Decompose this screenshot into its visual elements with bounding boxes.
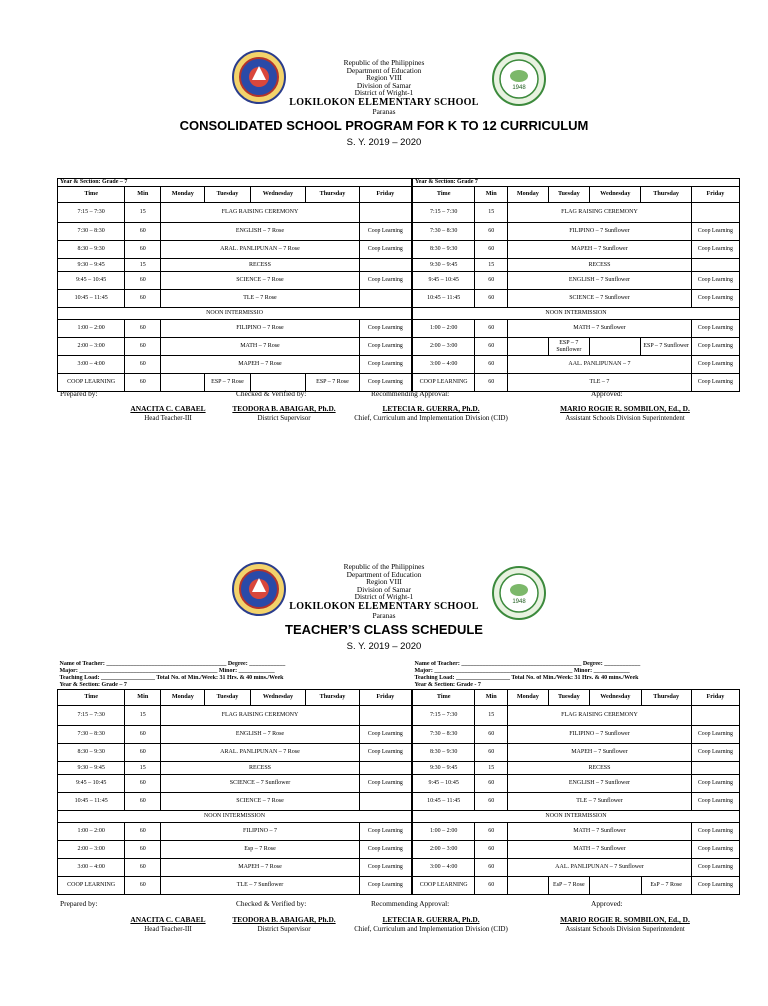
- schedule-row: [58, 811, 412, 823]
- friday-cell: [359, 793, 411, 811]
- subject-cell: TLE – 7 Sunflower: [508, 793, 692, 811]
- thursday-cell: ESP – 7 Rose: [306, 374, 359, 392]
- schedule-row: [413, 793, 740, 811]
- friday-cell: Coop Learning: [359, 356, 411, 374]
- column-header: Tuesday: [548, 187, 590, 203]
- minutes-cell: 60: [475, 793, 508, 811]
- schedule-row: [413, 823, 740, 841]
- teacher-schedule-table-left: [57, 661, 412, 895]
- friday-cell: Coop Learning: [359, 841, 411, 859]
- header2-line-4: Division of Samar: [356, 584, 412, 594]
- teacher-info-line: Name of Teacher: ________________________________________ Degree: ____________: [59, 661, 286, 667]
- time-cell: 1:00 – 2:00: [413, 320, 475, 338]
- schedule-row: [413, 811, 740, 823]
- friday-cell: Coop Learning: [359, 338, 411, 356]
- subject-cell: SCIENCE – 7 Sunflower: [508, 290, 692, 308]
- minutes-cell: 60: [125, 272, 161, 290]
- year-section-label: Year & Section: Grade – 7: [58, 179, 412, 187]
- column-header: Tuesday: [548, 690, 590, 706]
- subject-cell: RECESS: [508, 762, 692, 775]
- minutes-cell: 60: [475, 374, 508, 392]
- minutes-cell: 60: [475, 338, 508, 356]
- subject-cell: ARAL. PANLIPUNAN – 7 Rose: [161, 241, 359, 259]
- school-year: S. Y. 2019 – 2020: [346, 136, 422, 148]
- time-cell: 9:30 – 9:45: [58, 762, 125, 775]
- friday-cell: Coop Learning: [359, 744, 411, 762]
- minutes-cell: 60: [125, 823, 161, 841]
- minutes-cell: 60: [125, 793, 161, 811]
- minutes-cell: 60: [475, 823, 508, 841]
- minutes-cell: 60: [475, 241, 508, 259]
- subject-cell: AAL. PANLIPUNAN – 7 Sunflower: [508, 859, 692, 877]
- time-cell: 9:45 – 10:45: [413, 775, 475, 793]
- wednesday-cell: [590, 877, 641, 895]
- time-cell: 10:45 – 11:45: [58, 290, 125, 308]
- schedule-row: [58, 775, 412, 793]
- schedule-row: [413, 775, 740, 793]
- subject-cell: MAPEH – 7 Sunflower: [508, 241, 692, 259]
- approved-label-2: Approved:: [591, 899, 623, 908]
- subject-cell: FILIPINO – 7 Sunflower: [508, 223, 692, 241]
- signatory2-1: ANACITA C. CABAEL Head Teacher-III: [130, 915, 206, 933]
- time-cell: 8:30 – 9:30: [413, 744, 475, 762]
- time-cell: 7:15 – 7:30: [58, 706, 125, 726]
- approved-label: Approved:: [591, 389, 623, 398]
- subject-cell: FLAG RAISING CEREMONY: [161, 203, 359, 223]
- minutes-cell: 15: [475, 259, 508, 272]
- column-header: Monday: [161, 690, 205, 706]
- minutes-cell: 60: [475, 859, 508, 877]
- time-cell: 9:30 – 9:45: [413, 259, 475, 272]
- column-header: Tuesday: [205, 690, 250, 706]
- column-header: Tuesday: [205, 187, 250, 203]
- minutes-cell: 15: [475, 203, 508, 223]
- minutes-cell: 60: [475, 744, 508, 762]
- subject-cell: ENGLISH – 7 Rose: [161, 726, 359, 744]
- teacher-schedule-table-right: [412, 661, 740, 895]
- schedule-row: [413, 877, 740, 895]
- subject-cell: MAPEH – 7 Rose: [161, 859, 359, 877]
- friday-cell: Coop Learning: [691, 338, 739, 356]
- column-header: Time: [58, 187, 125, 203]
- time-cell: 9:45 – 10:45: [58, 775, 125, 793]
- minutes-cell: 60: [125, 877, 161, 895]
- header-line-4: Division of Samar: [356, 80, 412, 90]
- time-cell: 1:00 – 2:00: [58, 320, 125, 338]
- time-cell: 9:30 – 9:45: [413, 762, 475, 775]
- time-cell: COOP LEARNING: [413, 374, 475, 392]
- prepared-by-label-2: Prepared by:: [60, 899, 98, 908]
- time-cell: 3:00 – 4:00: [58, 356, 125, 374]
- time-cell: 8:30 – 9:30: [413, 241, 475, 259]
- minutes-cell: 60: [475, 841, 508, 859]
- minutes-cell: 15: [125, 203, 161, 223]
- minutes-cell: 60: [475, 320, 508, 338]
- subject-cell: RECESS: [161, 762, 359, 775]
- teacher-info-line: Major: ______________________________________________ Minor: ____________: [414, 668, 630, 674]
- signatory2-2: TEODORA B. ABAIGAR, Ph.D. District Supervisor: [232, 915, 336, 933]
- subject-cell: MATH – 7 Sunflower: [508, 823, 692, 841]
- header2-line-5: District of Wright-1: [354, 592, 414, 602]
- time-cell: 2:00 – 3:00: [58, 338, 125, 356]
- subject-cell: FILIPINO – 7 Sunflower: [508, 726, 692, 744]
- minutes-cell: 15: [125, 259, 161, 272]
- friday-cell: Coop Learning: [691, 793, 739, 811]
- subject-cell: MAPEH – 7 Sunflower: [508, 744, 692, 762]
- time-cell: 7:30 – 8:30: [58, 726, 125, 744]
- column-header: Min: [475, 690, 508, 706]
- school-year-2: S. Y. 2019 – 2020: [346, 640, 422, 652]
- minutes-cell: 60: [125, 841, 161, 859]
- column-header: Time: [413, 187, 475, 203]
- schedule-row: [58, 823, 412, 841]
- subject-cell: SCIENCE – 7 Rose: [161, 272, 359, 290]
- subject-cell: RECESS: [161, 259, 359, 272]
- subject-cell: ENGLISH – 7 Rose: [161, 223, 359, 241]
- header2-line-2: Department of Education: [346, 569, 422, 579]
- minutes-cell: 60: [125, 726, 161, 744]
- time-cell: 10:45 – 11:45: [58, 793, 125, 811]
- column-header: Thursday: [641, 690, 691, 706]
- schedule-row: [58, 877, 412, 895]
- minutes-cell: 60: [125, 744, 161, 762]
- teacher-info-line: Year & Section: Grade - 7: [414, 682, 481, 688]
- prepared-by-label: Prepared by:: [60, 389, 98, 398]
- schedule-row: [413, 706, 740, 726]
- friday-cell: Coop Learning: [359, 775, 411, 793]
- signatory-4: MARIO ROGIE R. SOMBILON, Ed., D. Assistant Schools Division Superintendent: [560, 404, 690, 422]
- column-header: Friday: [359, 690, 411, 706]
- schedule-row: [58, 793, 412, 811]
- time-cell: 10:45 – 11:45: [413, 290, 475, 308]
- header-line-1: Republic of the Philippines: [343, 58, 425, 67]
- friday-cell: Coop Learning: [359, 241, 411, 259]
- signatory2-4: MARIO ROGIE R. SOMBILON, Ed., D. Assistant Schools Division Superintendent: [560, 915, 690, 933]
- column-header: Min: [125, 187, 161, 203]
- page-title: CONSOLIDATED SCHOOL PROGRAM FOR K TO 12 CURRICULUM: [179, 117, 589, 133]
- subject-cell: TLE – 7: [508, 374, 692, 392]
- teacher-info-line: Teaching Load: __________________ Total No. of Min./Week: 31 Hrs. & 40 mins./Week: [59, 675, 284, 681]
- tuesday-cell: ESP – 7 Rose: [205, 374, 250, 392]
- minutes-cell: 15: [125, 762, 161, 775]
- subject-cell: MATH – 7 Sunflower: [508, 841, 692, 859]
- time-cell: 9:45 – 10:45: [58, 272, 125, 290]
- time-cell: 7:30 – 8:30: [413, 223, 475, 241]
- subject-cell: FLAG RAISING CEREMONY: [508, 706, 692, 726]
- friday-cell: Coop Learning: [359, 272, 411, 290]
- column-header: Thursday: [306, 690, 359, 706]
- column-header: Wednesday: [590, 690, 641, 706]
- year-section-label: Year & Section: Grade 7: [413, 179, 740, 187]
- schedule-row: [58, 744, 412, 762]
- friday-cell: Coop Learning: [359, 374, 411, 392]
- subject-cell: MAPEH – 7 Rose: [161, 356, 359, 374]
- seal-year-text: 1948: [512, 85, 526, 91]
- signatory-2: TEODORA B. ABAIGAR, Ph.D. District Supervisor: [232, 404, 336, 422]
- subject-cell: TLE – 7 Sunflower: [161, 877, 359, 895]
- header2-line-1: Republic of the Philippines: [343, 562, 425, 571]
- minutes-cell: 60: [475, 726, 508, 744]
- minutes-cell: 15: [125, 706, 161, 726]
- minutes-cell: 60: [475, 356, 508, 374]
- teacher-info-line: Year & Section: Grade – 7: [59, 682, 127, 688]
- minutes-cell: 60: [125, 374, 161, 392]
- column-header: Wednesday: [250, 690, 306, 706]
- friday-cell: [359, 706, 411, 726]
- column-header: Min: [125, 690, 161, 706]
- time-cell: 7:30 – 8:30: [58, 223, 125, 241]
- time-cell: 3:00 – 4:00: [413, 356, 475, 374]
- letterhead-2: [0, 563, 768, 653]
- minutes-cell: 60: [125, 320, 161, 338]
- seal-year-text-2: 1948: [512, 599, 526, 605]
- friday-cell: Coop Learning: [691, 775, 739, 793]
- column-header: Friday: [691, 187, 739, 203]
- subject-cell: Esp – 7 Rose: [161, 841, 359, 859]
- header-line-5: District of Wright-1: [354, 88, 414, 98]
- subject-cell: RECESS: [508, 259, 692, 272]
- minutes-cell: 60: [125, 241, 161, 259]
- schedule-row: [58, 726, 412, 744]
- signatory-1: ANACITA C. CABAEL Head Teacher-III: [130, 404, 206, 422]
- column-header: Min: [475, 187, 508, 203]
- school-town: Paranas: [372, 106, 396, 116]
- time-cell: 7:30 – 8:30: [413, 726, 475, 744]
- school-town-2: Paranas: [372, 610, 396, 620]
- column-header: Time: [413, 690, 475, 706]
- friday-cell: Coop Learning: [691, 374, 739, 392]
- schedule-row: [58, 762, 412, 775]
- minutes-cell: 60: [475, 775, 508, 793]
- friday-cell: Coop Learning: [359, 877, 411, 895]
- friday-cell: Coop Learning: [359, 859, 411, 877]
- time-cell: 1:00 – 2:00: [58, 823, 125, 841]
- noon-intermission: NOON INTERMISSION: [413, 811, 740, 823]
- friday-cell: Coop Learning: [691, 223, 739, 241]
- friday-cell: Coop Learning: [359, 320, 411, 338]
- header-line-3: Region VIII: [366, 73, 402, 83]
- friday-cell: Coop Learning: [691, 356, 739, 374]
- recommending-label-2: Recommending Approval:: [371, 899, 450, 908]
- time-cell: 10:45 – 11:45: [413, 793, 475, 811]
- subject-cell: AAL. PANLIPUNAN – 7: [508, 356, 692, 374]
- checked-by-label-2: Checked & Verified by:: [236, 899, 307, 908]
- schedule-row: [413, 859, 740, 877]
- noon-intermission: NOON INTERMISSIO: [58, 308, 412, 320]
- noon-intermission: NOON INTERMISSION: [413, 308, 740, 320]
- subject-cell: ARAL. PANLIPUNAN – 7 Rose: [161, 744, 359, 762]
- teacher-info-line: Major: ______________________________________________ Minor: ____________: [59, 668, 275, 674]
- minutes-cell: 60: [475, 290, 508, 308]
- signatory2-3: LETECIA R. GUERRA, Ph.D. Chief, Curriculum and Implementation Division (CID): [354, 915, 508, 933]
- subject-cell: SCIENCE – 7 Rose: [161, 793, 359, 811]
- header-line-2: Department of Education: [346, 65, 422, 75]
- minutes-cell: 60: [475, 223, 508, 241]
- time-cell: 7:15 – 7:30: [58, 203, 125, 223]
- time-cell: 8:30 – 9:30: [58, 241, 125, 259]
- schedule-row: [58, 841, 412, 859]
- time-cell: 3:00 – 4:00: [58, 859, 125, 877]
- column-header: Monday: [508, 187, 548, 203]
- thursday-cell: ESP – 7 Sunflower: [641, 338, 691, 356]
- friday-cell: Coop Learning: [691, 823, 739, 841]
- schedule-row: [413, 762, 740, 775]
- friday-cell: Coop Learning: [691, 744, 739, 762]
- signatory-3: LETECIA R. GUERRA, Ph.D. Chief, Curriculum and Implementation Division (CID): [354, 404, 508, 422]
- subject-cell: FLAG RAISING CEREMONY: [508, 203, 692, 223]
- subject-cell: SCIENCE – 7 Sunflower: [161, 775, 359, 793]
- school-name: LOKILOKON ELEMENTARY SCHOOL: [289, 96, 479, 108]
- subject-cell: FLAG RAISING CEREMONY: [161, 706, 359, 726]
- minutes-cell: 60: [125, 356, 161, 374]
- subject-cell: FILIPINO – 7 Rose: [161, 320, 359, 338]
- minutes-cell: 60: [125, 775, 161, 793]
- minutes-cell: 60: [125, 859, 161, 877]
- column-header: Wednesday: [590, 187, 641, 203]
- friday-cell: [691, 762, 739, 775]
- schedule-row: [58, 859, 412, 877]
- schedule-row: [413, 726, 740, 744]
- time-cell: 7:15 – 7:30: [413, 706, 475, 726]
- friday-cell: [359, 762, 411, 775]
- friday-cell: Coop Learning: [691, 726, 739, 744]
- time-cell: COOP LEARNING: [413, 877, 475, 895]
- friday-cell: Coop Learning: [691, 320, 739, 338]
- subject-cell: ENGLISH – 7 Sunflower: [508, 775, 692, 793]
- time-cell: 2:00 – 3:00: [413, 841, 475, 859]
- minutes-cell: 60: [125, 290, 161, 308]
- column-header: Thursday: [641, 187, 691, 203]
- tuesday-cell: EsP – 7 Rose: [548, 877, 590, 895]
- teacher-info-line: Teaching Load: __________________ Total No. of Min./Week: 31 Hrs. & 40 mins./Week: [414, 675, 639, 681]
- checked-by-label: Checked & Verified by:: [236, 389, 307, 398]
- schedule-row: [58, 706, 412, 726]
- noon-intermission: NOON INTERMISSION: [58, 811, 412, 823]
- header2-line-3: Region VIII: [366, 577, 402, 587]
- minutes-cell: 15: [475, 706, 508, 726]
- column-header: Friday: [359, 187, 411, 203]
- friday-cell: Coop Learning: [691, 859, 739, 877]
- subject-cell: MATH – 7 Rose: [161, 338, 359, 356]
- time-cell: 8:30 – 9:30: [58, 744, 125, 762]
- minutes-cell: 60: [475, 272, 508, 290]
- friday-cell: Coop Learning: [691, 272, 739, 290]
- subject-cell: FILIPINO – 7: [161, 823, 359, 841]
- column-header: Monday: [508, 690, 548, 706]
- time-cell: COOP LEARNING: [58, 877, 125, 895]
- time-cell: COOP LEARNING: [58, 374, 125, 392]
- school-name-2: LOKILOKON ELEMENTARY SCHOOL: [289, 600, 479, 612]
- minutes-cell: 60: [475, 877, 508, 895]
- column-header: Monday: [161, 187, 205, 203]
- subject-cell: TLE – 7 Rose: [161, 290, 359, 308]
- minutes-cell: 60: [125, 223, 161, 241]
- recommending-label: Recommending Approval:: [371, 389, 450, 398]
- subject-cell: ENGLISH – 7 Sunflower: [508, 272, 692, 290]
- column-header: Wednesday: [250, 187, 306, 203]
- column-header: Friday: [691, 690, 739, 706]
- time-cell: 9:30 – 9:45: [58, 259, 125, 272]
- thursday-cell: EsP – 7 Rose: [641, 877, 691, 895]
- column-header: Thursday: [306, 187, 359, 203]
- column-header: Time: [58, 690, 125, 706]
- schedule-row: [413, 841, 740, 859]
- friday-cell: Coop Learning: [691, 841, 739, 859]
- friday-cell: Coop Learning: [691, 290, 739, 308]
- time-cell: 7:15 – 7:30: [413, 203, 475, 223]
- friday-cell: [691, 706, 739, 726]
- time-cell: 3:00 – 4:00: [413, 859, 475, 877]
- page-title-2: TEACHER’S CLASS SCHEDULE: [285, 621, 483, 637]
- time-cell: 2:00 – 3:00: [58, 841, 125, 859]
- friday-cell: Coop Learning: [691, 241, 739, 259]
- friday-cell: Coop Learning: [359, 726, 411, 744]
- subject-cell: MATH – 7 Sunflower: [508, 320, 692, 338]
- friday-cell: Coop Learning: [359, 823, 411, 841]
- friday-cell: Coop Learning: [359, 223, 411, 241]
- friday-cell: Coop Learning: [691, 877, 739, 895]
- minutes-cell: 15: [475, 762, 508, 775]
- time-cell: 1:00 – 2:00: [413, 823, 475, 841]
- schedule-row: [413, 744, 740, 762]
- teacher-info-line: Name of Teacher: ________________________________________ Degree: ____________: [414, 661, 641, 667]
- minutes-cell: 60: [125, 338, 161, 356]
- time-cell: 9:45 – 10:45: [413, 272, 475, 290]
- tuesday-cell: ESP – 7 Sunflower: [548, 338, 590, 356]
- monday-cell: [508, 877, 548, 895]
- time-cell: 2:00 – 3:00: [413, 338, 475, 356]
